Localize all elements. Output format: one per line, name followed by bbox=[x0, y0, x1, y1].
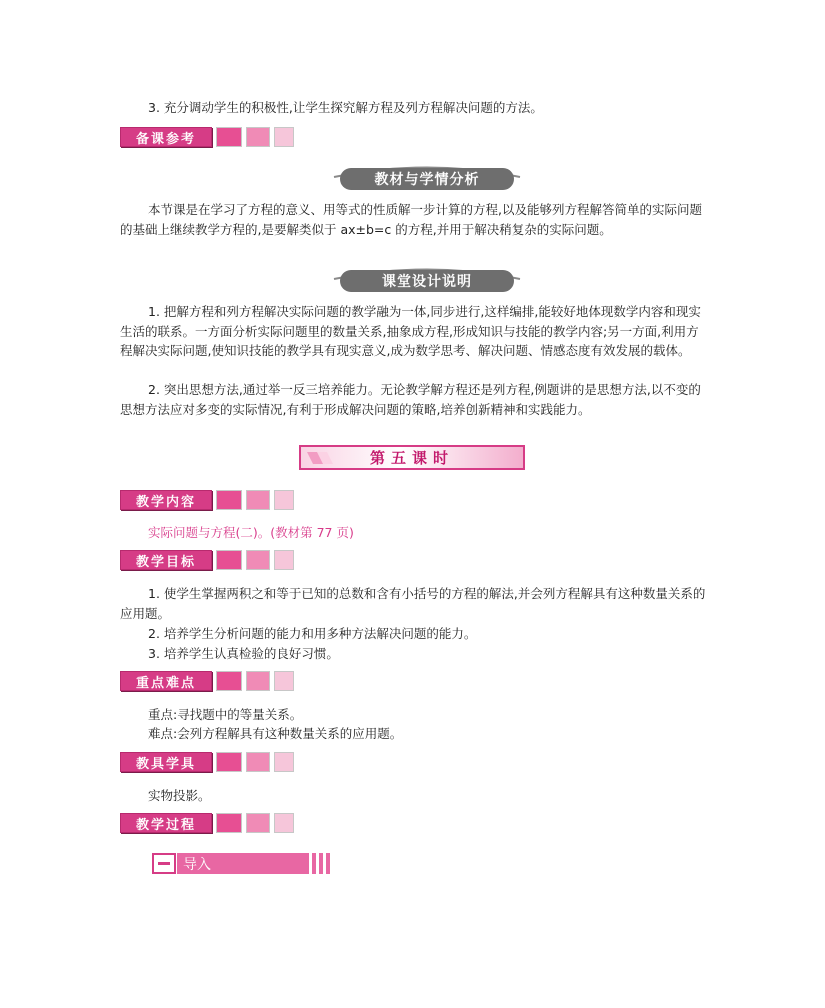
tag-decoration bbox=[216, 813, 242, 833]
lesson-title-box bbox=[299, 445, 525, 470]
step-decoration bbox=[319, 853, 323, 874]
goal-item-3-previous: 3. 充分调动学生的积极性,让学生探究解方程及列方程解决问题的方法。 bbox=[148, 100, 543, 115]
goal-item-2: 2. 培养学生分析问题的能力和用多种方法解决问题的能力。 bbox=[148, 626, 477, 641]
step-title: 导入 bbox=[177, 853, 309, 874]
step-bar-intro bbox=[152, 853, 330, 874]
section-tag-process bbox=[120, 813, 294, 833]
section-tag-key-difficult bbox=[120, 671, 294, 691]
section-tag-content bbox=[120, 490, 294, 510]
tools-text: 实物投影。 bbox=[148, 788, 211, 803]
difficult-point: 难点:会列方程解具有这种数量关系的应用题。 bbox=[148, 726, 403, 741]
design-paragraph-1: 1. 把解方程和列方程解决实际问题的教学融为一体,同步进行,这样编排,能较好地体现数学内容和现实生活的联系。一方面分析实际问题里的数量关系,抽象成方程,形成知识与技能的教学内容;另一方面,利用方程解决实际问题,使知识技能的教学具有现实意义,成为数学思考、解决问题、情感态度有效发展的载体。 bbox=[120, 304, 701, 358]
tag-label: 重点难点 bbox=[120, 671, 212, 691]
key-point: 重点:寻找题中的等量关系。 bbox=[148, 707, 303, 722]
tag-decoration bbox=[274, 127, 294, 147]
tag-decoration bbox=[274, 813, 294, 833]
section-tag-goals bbox=[120, 550, 294, 570]
tag-decoration bbox=[216, 490, 242, 510]
tag-label: 教学过程 bbox=[120, 813, 212, 833]
tag-decoration bbox=[274, 490, 294, 510]
tag-decoration bbox=[246, 671, 270, 691]
tag-decoration bbox=[246, 490, 270, 510]
tag-decoration bbox=[246, 127, 270, 147]
banner-title: 教材与学情分析 bbox=[340, 168, 514, 190]
tag-label: 教学内容 bbox=[120, 490, 212, 510]
section-tag-tools bbox=[120, 752, 294, 772]
tag-decoration bbox=[246, 550, 270, 570]
lesson-title-decoration bbox=[307, 450, 337, 466]
tag-decoration bbox=[216, 550, 242, 570]
tag-decoration bbox=[274, 752, 294, 772]
tag-decoration bbox=[216, 752, 242, 772]
banner-title: 课堂设计说明 bbox=[340, 270, 514, 292]
tag-label: 教学目标 bbox=[120, 550, 212, 570]
tag-decoration bbox=[246, 813, 270, 833]
step-number-one bbox=[152, 853, 176, 874]
banner-design bbox=[330, 266, 524, 292]
tag-decoration bbox=[246, 752, 270, 772]
content-text: 实际问题与方程(二)。(教材第 77 页) bbox=[148, 525, 354, 540]
tag-decoration bbox=[274, 550, 294, 570]
tag-label: 教具学具 bbox=[120, 752, 212, 772]
tag-label: 备课参考 bbox=[120, 127, 212, 147]
step-decoration bbox=[312, 853, 316, 874]
goal-item-3: 3. 培养学生认真检验的良好习惯。 bbox=[148, 646, 339, 661]
design-paragraph-2: 2. 突出思想方法,通过举一反三培养能力。无论教学解方程还是列方程,例题讲的是思想方法,以不变的思想方法应对多变的实际情况,有利于形成解决问题的策略,培养创新精神和实践能力。 bbox=[120, 382, 701, 417]
analysis-paragraph: 本节课是在学习了方程的意义、用等式的性质解一步计算的方程,以及能够列方程解答简单的实际问题的基础上继续教学方程的,是要解类似于 ax±b=c 的方程,并用于解决稍复杂的实际问题。 bbox=[120, 202, 702, 237]
goal-item-1: 1. 使学生掌握两积之和等于已知的总数和含有小括号的方程的解法,并会列方程解具有这种数量关系的应用题。 bbox=[120, 586, 706, 621]
section-tag-prep-reference bbox=[120, 127, 294, 147]
banner-analysis bbox=[330, 164, 524, 190]
tag-decoration bbox=[274, 671, 294, 691]
lesson-title: 第五课时 bbox=[369, 449, 454, 467]
tag-decoration bbox=[216, 127, 242, 147]
tag-decoration bbox=[216, 671, 242, 691]
step-decoration bbox=[326, 853, 330, 874]
